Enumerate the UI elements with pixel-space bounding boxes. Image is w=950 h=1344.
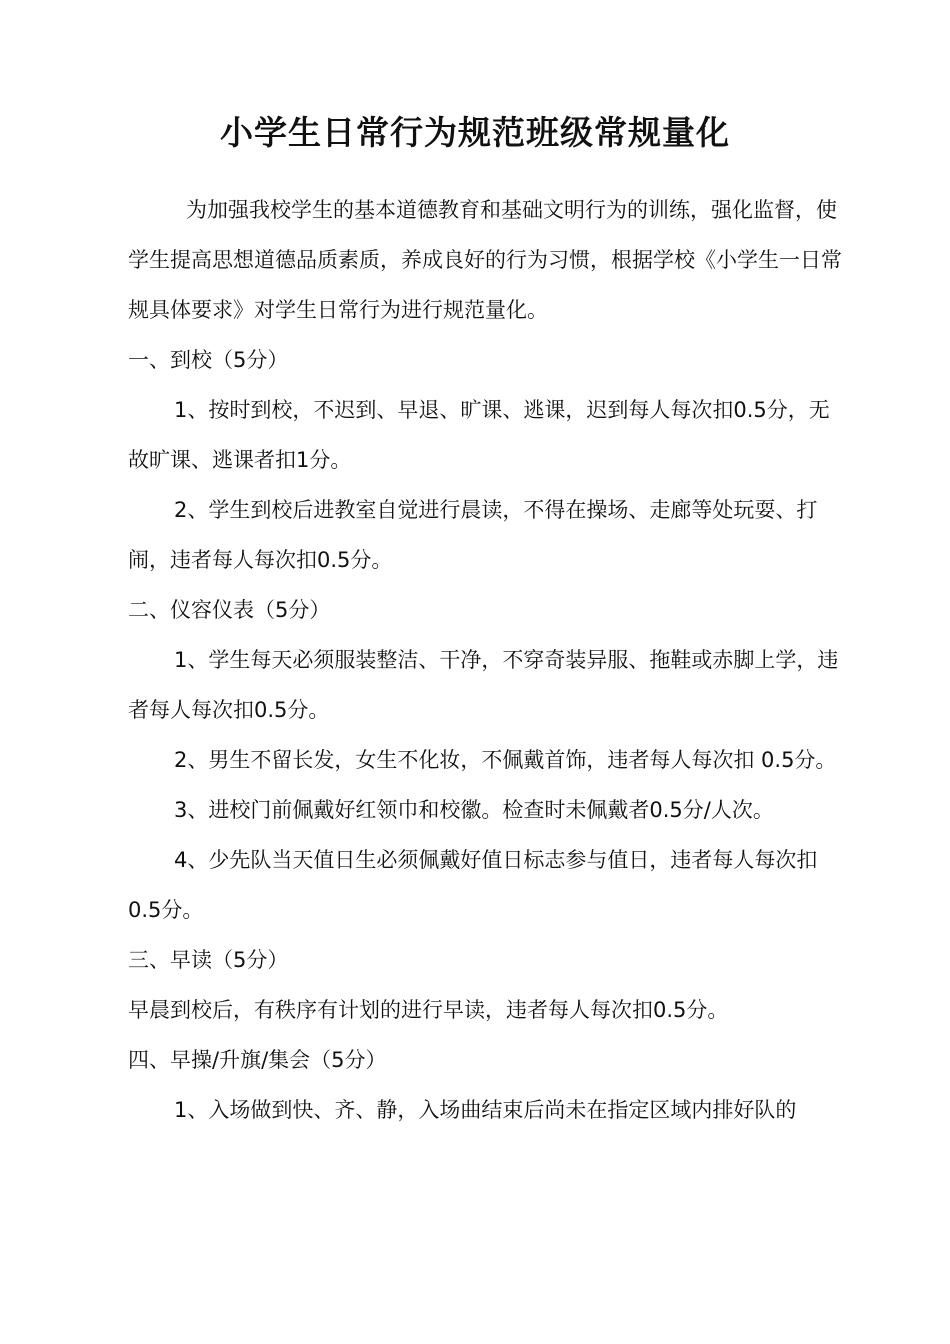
intro-paragraph: 为加强我校学生的基本道德教育和基础文明行为的训练，强化监督，使学生提高思想道德品质素质，养成良好的行为习惯，根据学校《小学生一日常规具体要求》对学生日常行为进行规范量化。 bbox=[128, 198, 842, 322]
section-item: 早晨到校后，有秩序有计划的进行早读，违者每人每次扣0.5分。 bbox=[128, 998, 729, 1022]
section-item: 4、少先队当天值日生必须佩戴好值日标志参与值日，违者每人每次扣0.5分。 bbox=[128, 848, 818, 922]
document-title: 小学生日常行为规范班级常规量化 bbox=[220, 113, 730, 152]
section-item: 2、男生不留长发，女生不化妆，不佩戴首饰，违者每人每次扣 0.5分。 bbox=[174, 748, 837, 772]
section-heading-appearance: 二、仪容仪表（5分） bbox=[128, 598, 331, 622]
document-body bbox=[128, 185, 850, 1135]
section-item: 2、学生到校后进教室自觉进行晨读，不得在操场、走廊等处玩耍、打闹，违者每人每次扣0.5分。 bbox=[128, 498, 818, 572]
section-heading-arrival: 一、到校（5分） bbox=[128, 348, 289, 372]
section-item: 3、进校门前佩戴好红领巾和校徽。检查时未佩戴者0.5分/人次。 bbox=[174, 798, 774, 822]
section-item: 1、入场做到快、齐、静，入场曲结束后尚未在指定区域内排好队的 bbox=[174, 1098, 797, 1122]
section-heading-exercise-flag-assembly: 四、早操/升旗/集会（5分） bbox=[128, 1048, 387, 1072]
section-heading-morning-reading: 三、早读（5分） bbox=[128, 948, 289, 972]
section-item: 1、学生每天必须服装整洁、干净，不穿奇装异服、拖鞋或赤脚上学，违者每人每次扣0.5分。 bbox=[128, 648, 839, 722]
section-item: 1、按时到校，不迟到、早退、旷课、逃课，迟到每人每次扣0.5分，无故旷课、逃课者扣1分。 bbox=[128, 398, 830, 472]
